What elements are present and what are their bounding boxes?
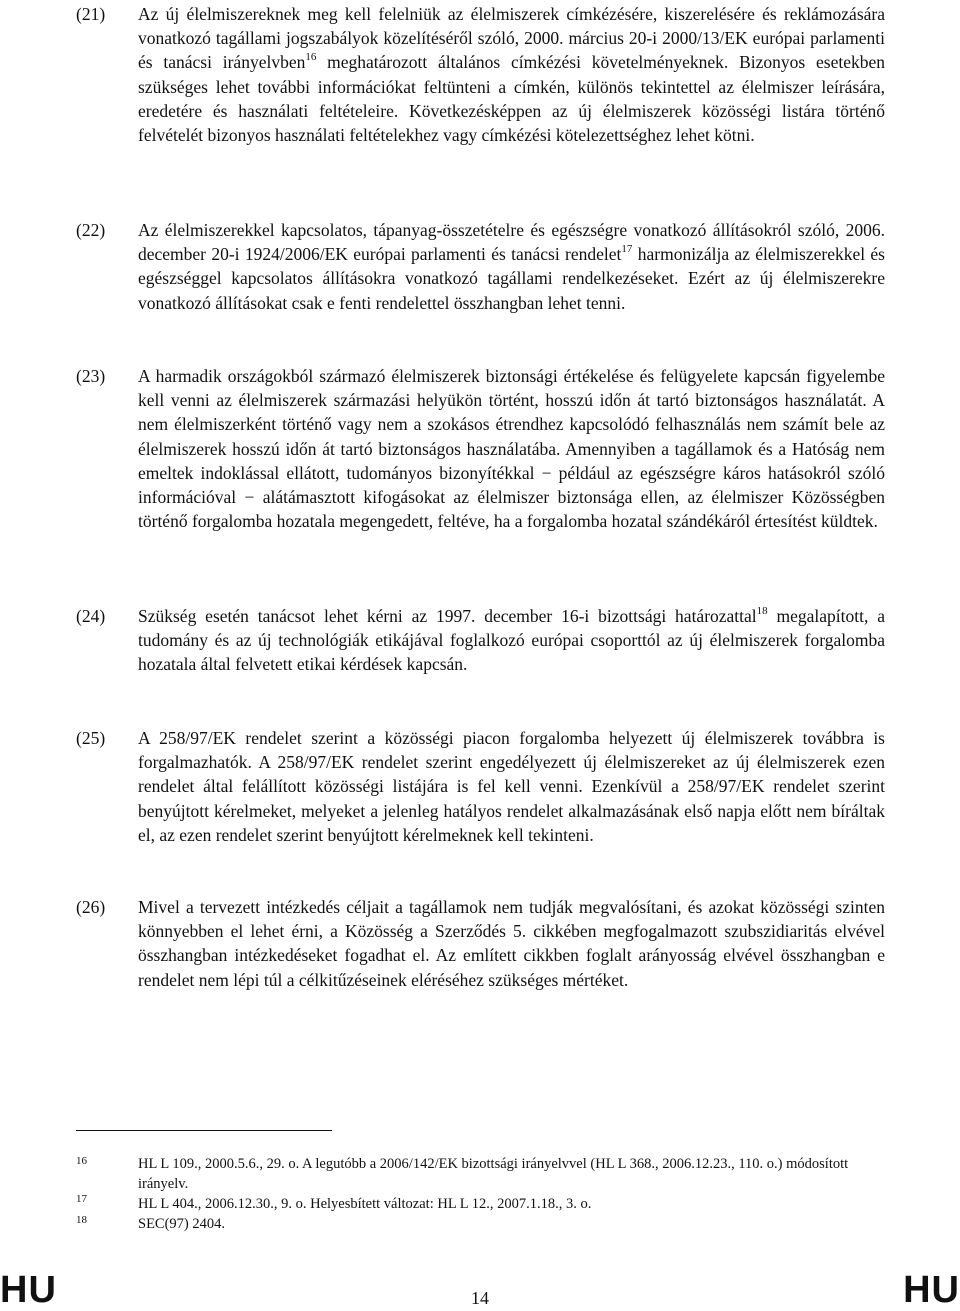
- paragraph-text-part: Az új élelmiszereknek meg kell felelniük az élelmiszerek címkézésére, kiszerelésére és reklámozására vonatkozó tagállami jogszabályok közelítéséről szóló, 2000. március 20-i 2000/13/EK európai parlamenti és tanácsi irányelvben: [138, 4, 885, 73]
- footnote-reference[interactable]: 17: [621, 243, 633, 256]
- paragraph-text-part: A 258/97/EK rendelet szerint a közösségi piacon forgalomba helyezett új élelmiszerek továbbra is forgalmazhatók. A 258/97/EK rendelet szerint engedélyezett új élelmiszereket az új élelmiszerek ezen rendelet által felállított közösségi listájára is fel kell venni. Ezenkívül a 258/97/EK rendelet szerint benyújtott kérelmeket, melyeket a jelenleg hatályos rendelet alkalmazásának első napja előtt nem bíráltak el, az ezen rendelet szerint benyújtott kérelmeknek kell tekinteni.: [138, 728, 885, 845]
- language-code-right: HU: [903, 1269, 960, 1311]
- paragraph-text: [138, 726, 885, 847]
- paragraph-text-part: megalapított, a tudomány és az új technológiák etikájával foglalkozó európai csoporttól az új élelmiszerek forgalomba hozatala által felvetett etikai kérdések kapcsán.: [138, 606, 885, 675]
- paragraph-text-part: Szükség esetén tanácsot lehet kérni az 1997. december 16-i bizottsági határozattal: [138, 606, 757, 626]
- paragraph-text: [138, 364, 885, 533]
- paragraph-number: (22): [76, 220, 106, 240]
- paragraph-number: (26): [76, 897, 106, 917]
- language-code-left: HU: [0, 1269, 57, 1311]
- paragraph-text-part: Az élelmiszerekkel kapcsolatos, tápanyag-összetételre és egészségre vonatkozó állításokról szóló, 2006. december 20-i 1924/2006/EK európai parlamenti és tanácsi rendelet: [138, 220, 885, 265]
- footnote-text: HL L 404., 2006.12.30., 9. o. Helyesbített változat: HL L 12., 2007.1.18., 3. o.: [138, 1196, 592, 1212]
- paragraph-text: [138, 895, 885, 992]
- paragraph-number: (24): [76, 606, 106, 626]
- paragraph-text: [138, 218, 885, 315]
- paragraph-number: (25): [76, 728, 106, 748]
- footnote-number: 16: [76, 1155, 87, 1167]
- footnote-number: 18: [76, 1214, 87, 1226]
- paragraph-text-part: meghatározott általános címkézési követelményeknek. Bizonyos esetekben szükséges lehet további információkat feltünteni a címkén, különös tekintettel az élelmiszer leírására, eredetére és használati feltételeire. Következésképpen az új élelmiszerek közösségi listára történő felvételét bizonyos használati feltételekhez vagy címkézési kötelezettséghez lehet kötni.: [138, 52, 885, 146]
- paragraph-text-part: Mivel a tervezett intézkedés céljait a tagállamok nem tudják megvalósítani, és azokat közösségi szinten könnyebben el lehet érni, a Közösség a Szerződés 5. cikkében megfogalmazott szubszidiaritás elvével összhangban intézkedéseket fogadhat el. Az említett cikkben foglalt arányosság elvével összhangban e rendelet nem lépi túl a célkitűzéseinek eléréséhez szükséges mértéket.: [138, 897, 885, 990]
- footnote-number: 17: [76, 1193, 87, 1205]
- footnote-reference[interactable]: 18: [756, 605, 768, 617]
- paragraph-text-part: A harmadik országokból származó élelmiszerek biztonsági értékelése és felügyelete kapcsán figyelembe kell venni az élelmiszerek származási helyükön történt, hosszú időn át tartó biztonságos használatát. A nem élelmiszerként történő vagy nem a szokásos étrendhez kapcsolódó felhasználás nem számít bele az élelmiszerek hosszú időn át tartó biztonságos használatába. Amennyiben a tagállamok és a Hatóság nem emeltek indoklással ellátott, tudományos bizonyítékkal − például az egészségre káros hatásokról szóló információval − alátámasztott kifogásokat az élelmiszer biztonsága ellen, az élelmiszer Közösségben történő forgalomba hozatala megengedett, feltéve, ha a forgalomba hozatal szándékáról értesítést küldtek.: [138, 366, 885, 532]
- footnote-text: SEC(97) 2404.: [138, 1216, 225, 1232]
- paragraph-number: (21): [76, 4, 106, 24]
- paragraph-text-part: harmonizálja az élelmiszerekkel és egészséggel kapcsolatos állításokra vonatkozó tagállami rendelkezéseket. Ezért az új élelmiszerekre vonatkozó állításokat csak e fenti rendelettel összhangban lehet tenni.: [138, 244, 885, 313]
- footnote-separator: [76, 1130, 332, 1131]
- paragraph-number: (23): [76, 366, 106, 386]
- footnote-reference[interactable]: 16: [305, 51, 317, 64]
- paragraph-text: [138, 604, 885, 677]
- page-number: 14: [471, 1288, 489, 1308]
- paragraph-text: [138, 2, 885, 147]
- footnote-text: HL L 109., 2000.5.6., 29. o. A legutóbb a 2006/142/EK bizottsági irányelvvel (HL L 368., 2006.12.23., 110. o.) módosított irányelv.: [138, 1156, 849, 1192]
